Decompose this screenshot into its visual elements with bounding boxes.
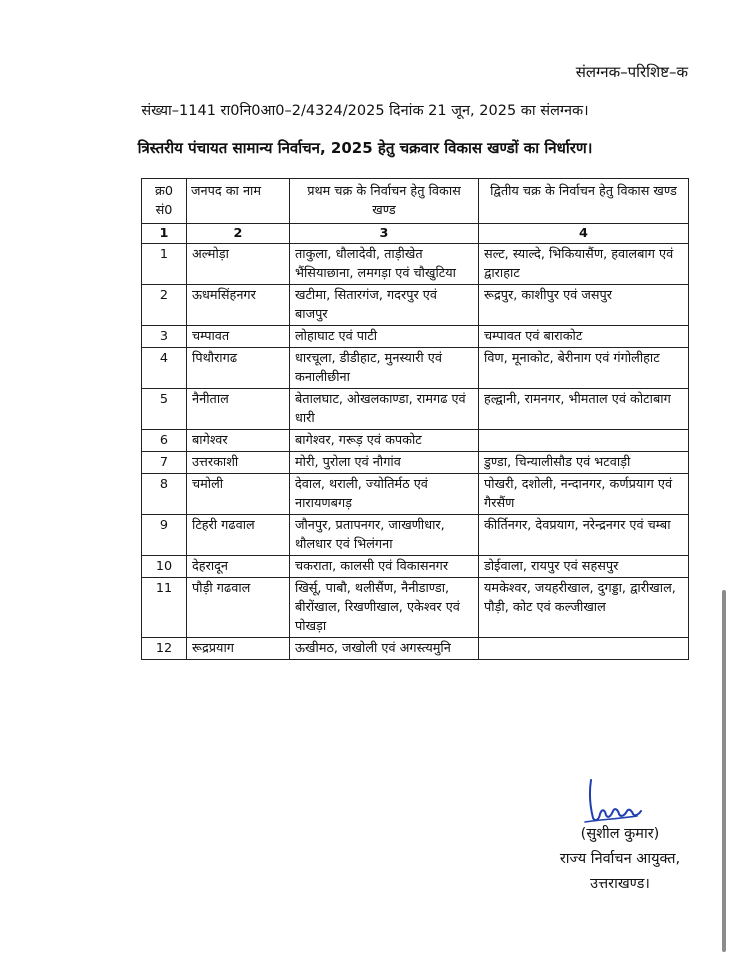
table-body	[142, 244, 689, 660]
district-cell: अल्मोड़ा	[187, 244, 290, 285]
phase-1-blocks-cell: ऊखीमठ, जखोली एवं अगस्त्यमुनि	[290, 638, 479, 660]
signatory-block	[530, 822, 710, 897]
district-cell: टिहरी गढवाल	[187, 515, 290, 556]
scrollbar-thumb[interactable]	[722, 590, 726, 952]
phase-2-blocks-cell	[479, 638, 689, 660]
district-cell: ऊधमसिंहनगर	[187, 285, 290, 326]
district-cell: नैनीताल	[187, 389, 290, 430]
table-row	[142, 348, 689, 389]
phase-2-blocks-cell: चम्पावत एवं बाराकोट	[479, 326, 689, 348]
reference-line: संख्या–1141 रा0नि0आ0–2/4324/2025 दिनांक 21 जून, 2025 का संलग्नक।	[141, 103, 589, 119]
district-cell: पौड़ी गढवाल	[187, 578, 290, 638]
table-row	[142, 326, 689, 348]
phase-1-blocks-cell: बागेश्वर, गरूड़ एवं कपकोट	[290, 430, 479, 452]
district-cell: पिथौरागढ	[187, 348, 290, 389]
serial-no-cell: 8	[142, 474, 187, 515]
header-district: जनपद का नाम	[187, 179, 290, 224]
phase-2-blocks-cell: डुण्डा, चिन्यालीसौड एवं भटवाड़ी	[479, 452, 689, 474]
district-cell: चमोली	[187, 474, 290, 515]
phase-2-blocks-cell: सल्ट, स्याल्दे, भिकियासैंण, हवालबाग एवं द्वाराहाट	[479, 244, 689, 285]
phase-1-blocks-cell: मोरी, पुरोला एवं नौगांव	[290, 452, 479, 474]
column-number: 3	[290, 224, 479, 244]
table-header-row	[142, 179, 689, 224]
district-cell: चम्पावत	[187, 326, 290, 348]
table-row	[142, 285, 689, 326]
phase-2-blocks-cell: कीर्तिनगर, देवप्रयाग, नरेन्द्रनगर एवं चम्बा	[479, 515, 689, 556]
phase-1-blocks-cell: बेतालघाट, ओखलकाण्डा, रामगढ एवं धारी	[290, 389, 479, 430]
signatory-name: (सुशील कुमार)	[580, 826, 660, 842]
phase-2-blocks-cell	[479, 430, 689, 452]
header-phase-1: प्रथम चक्र के निर्वाचन हेतु विकास खण्ड	[290, 179, 479, 224]
table-row	[142, 389, 689, 430]
table-row	[142, 452, 689, 474]
phase-2-blocks-cell: यमकेश्वर, जयहरीखाल, दुगड्डा, द्वारीखाल, पौड़ी, कोट एवं कल्जीखाल	[479, 578, 689, 638]
phase-1-blocks-cell: चकराता, कालसी एवं विकासनगर	[290, 556, 479, 578]
table-row	[142, 474, 689, 515]
serial-no-cell: 4	[142, 348, 187, 389]
serial-no-cell: 2	[142, 285, 187, 326]
column-number: 1	[142, 224, 187, 244]
header-phase-2: द्वितीय चक्र के निर्वाचन हेतु विकास खण्ड	[479, 179, 689, 224]
serial-no-cell: 11	[142, 578, 187, 638]
phase-2-blocks-cell: विण, मूनाकोट, बेरीनाग एवं गंगोलीहाट	[479, 348, 689, 389]
phase-1-blocks-cell: ताकुला, धौलादेवी, ताड़ीखेत भैंसियाछाना, लमगड़ा एवं चौखुटिया	[290, 244, 479, 285]
signatory-designation: राज्य निर्वाचन आयुक्त,	[559, 851, 681, 867]
document-heading: त्रिस्तरीय पंचायत सामान्य निर्वाचन, 2025 हेतु चक्रवार विकास खण्डों का निर्धारण।	[137, 139, 593, 157]
table-row	[142, 244, 689, 285]
phase-2-blocks-cell: पोखरी, दशोली, नन्दानगर, कर्णप्रयाग एवं गैरसैंण	[479, 474, 689, 515]
column-number: 2	[187, 224, 290, 244]
table-row	[142, 578, 689, 638]
serial-no-cell: 7	[142, 452, 187, 474]
serial-no-cell: 10	[142, 556, 187, 578]
phase-1-blocks-cell: जौनपुर, प्रतापनगर, जाखणीधार, थौलधार एवं भिलंगना	[290, 515, 479, 556]
district-cell: बागेश्वर	[187, 430, 290, 452]
district-cell: देहरादून	[187, 556, 290, 578]
serial-no-cell: 3	[142, 326, 187, 348]
phase-1-blocks-cell: देवाल, थराली, ज्योतिर्मठ एवं नारायणबगड़	[290, 474, 479, 515]
phase-1-blocks-cell: खिर्सू, पाबौ, थलीसैंण, नैनीडाण्डा, बीरोंखाल, रिखणीखाल, एकेश्वर एवं पोखड़ा	[290, 578, 479, 638]
district-cell: रूद्रप्रयाग	[187, 638, 290, 660]
phase-2-blocks-cell: रूद्रपुर, काशीपुर एवं जसपुर	[479, 285, 689, 326]
table-row	[142, 638, 689, 660]
phase-1-blocks-cell: धारचूला, डीडीहाट, मुनस्यारी एवं कनालीछीना	[290, 348, 479, 389]
column-number: 4	[479, 224, 689, 244]
serial-no-cell: 6	[142, 430, 187, 452]
table-row	[142, 515, 689, 556]
block-allocation-table	[141, 178, 689, 660]
serial-no-cell: 12	[142, 638, 187, 660]
signatory-state: उत्तराखण्ड।	[590, 876, 650, 892]
phase-2-blocks-cell: डोईवाला, रायपुर एवं सहसपुर	[479, 556, 689, 578]
phase-1-blocks-cell: लोहाघाट एवं पाटी	[290, 326, 479, 348]
serial-no-cell: 1	[142, 244, 187, 285]
serial-no-cell: 5	[142, 389, 187, 430]
table-row	[142, 556, 689, 578]
column-number-row	[142, 224, 689, 244]
serial-no-cell: 9	[142, 515, 187, 556]
phase-1-blocks-cell: खटीमा, सितारगंज, गदरपुर एवं बाजपुर	[290, 285, 479, 326]
district-cell: उत्तरकाशी	[187, 452, 290, 474]
header-serial-no: क्र0 सं0	[142, 179, 187, 224]
annexure-label: संलग्नक–परिशिष्ट–क	[575, 63, 688, 81]
phase-2-blocks-cell: हल्द्वानी, रामनगर, भीमताल एवं कोटाबाग	[479, 389, 689, 430]
table-row	[142, 430, 689, 452]
